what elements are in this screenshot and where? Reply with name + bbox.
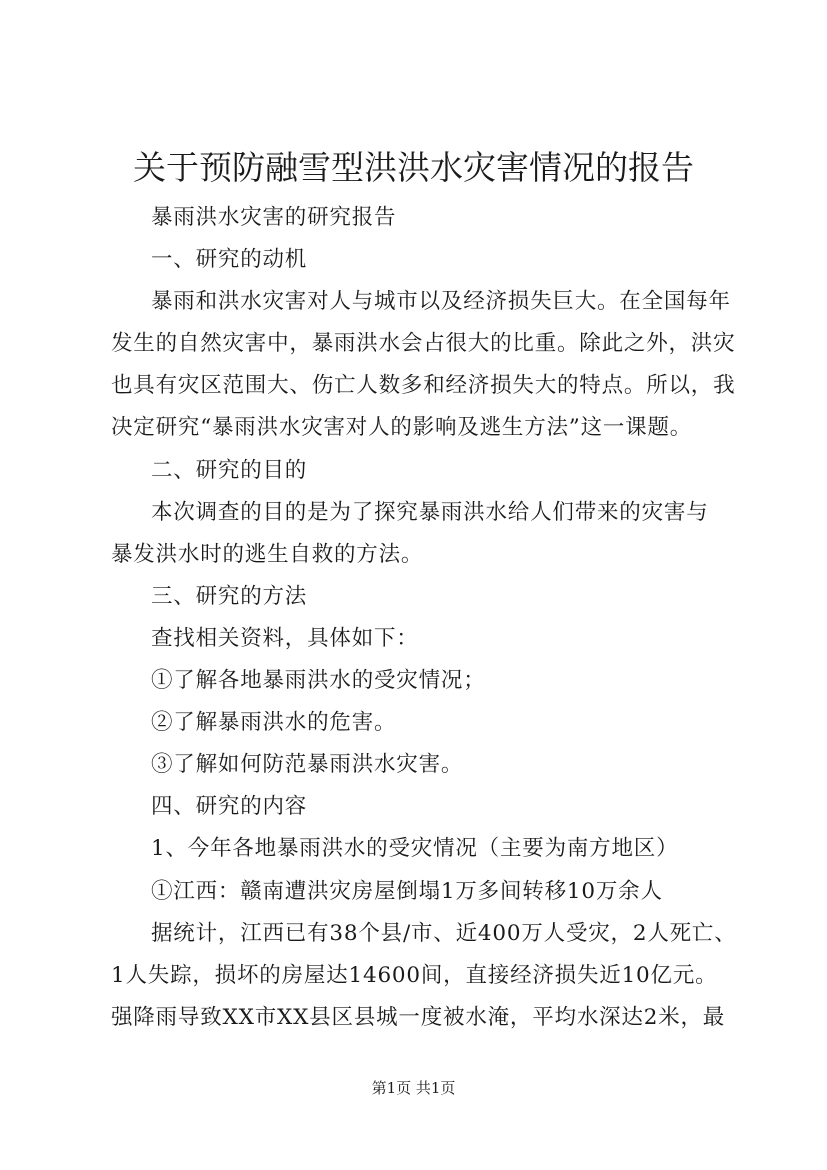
text-line: 暴雨和洪水灾害对人与城市以及经济损失巨大。在全国每年 (151, 289, 731, 315)
text-line: 1人失踪，损坏的房屋达14600间，直接经济损失近10亿元。 (111, 962, 718, 988)
document-body (111, 197, 737, 1039)
text-line: 强降雨导致XX市XX县区县城一度被水淹，平均水深达2米，最 (111, 1004, 726, 1030)
text-line: ②了解暴雨洪水的危害。 (151, 710, 397, 736)
text-line: ③了解如何防范暴雨洪水灾害。 (151, 752, 464, 778)
text-line: 二、研究的目的 (151, 457, 308, 483)
document-title: 关于预防融雪型洪洪水灾害情况的报告 (133, 148, 694, 187)
text-line: 三、研究的方法 (151, 583, 308, 609)
text-line: ①江西：赣南遭洪灾房屋倒塌1万多间转移10万余人 (151, 878, 663, 904)
page-footer: 第1页 共1页 (371, 1079, 456, 1097)
text-line: 决定研究“暴雨洪水灾害对人的影响及逃生方法”这一课题。 (111, 415, 693, 441)
text-line: 四、研究的内容 (151, 794, 308, 820)
text-line: 也具有灾区范围大、伤亡人数多和经济损失大的特点。所以，我 (111, 373, 736, 399)
text-line: ①了解各地暴雨洪水的受灾情况； (151, 668, 486, 694)
text-line: 据统计，江西已有38个县/市、近400万人受灾，2人死亡、 (151, 920, 737, 946)
text-line: 查找相关资料，具体如下： (151, 625, 419, 651)
text-line: 1、今年各地暴雨洪水的受灾情况（主要为南方地区） (151, 836, 679, 862)
text-line: 暴雨洪水灾害的研究报告 (151, 205, 397, 230)
text-line: 一、研究的动机 (151, 247, 308, 273)
text-line: 本次调查的目的是为了探究暴雨洪水给人们带来的灾害与 (151, 499, 709, 525)
text-line: 暴发洪水时的逃生自救的方法。 (111, 541, 424, 567)
text-line: 发生的自然灾害中，暴雨洪水会占很大的比重。除此之外，洪灾 (111, 331, 736, 357)
